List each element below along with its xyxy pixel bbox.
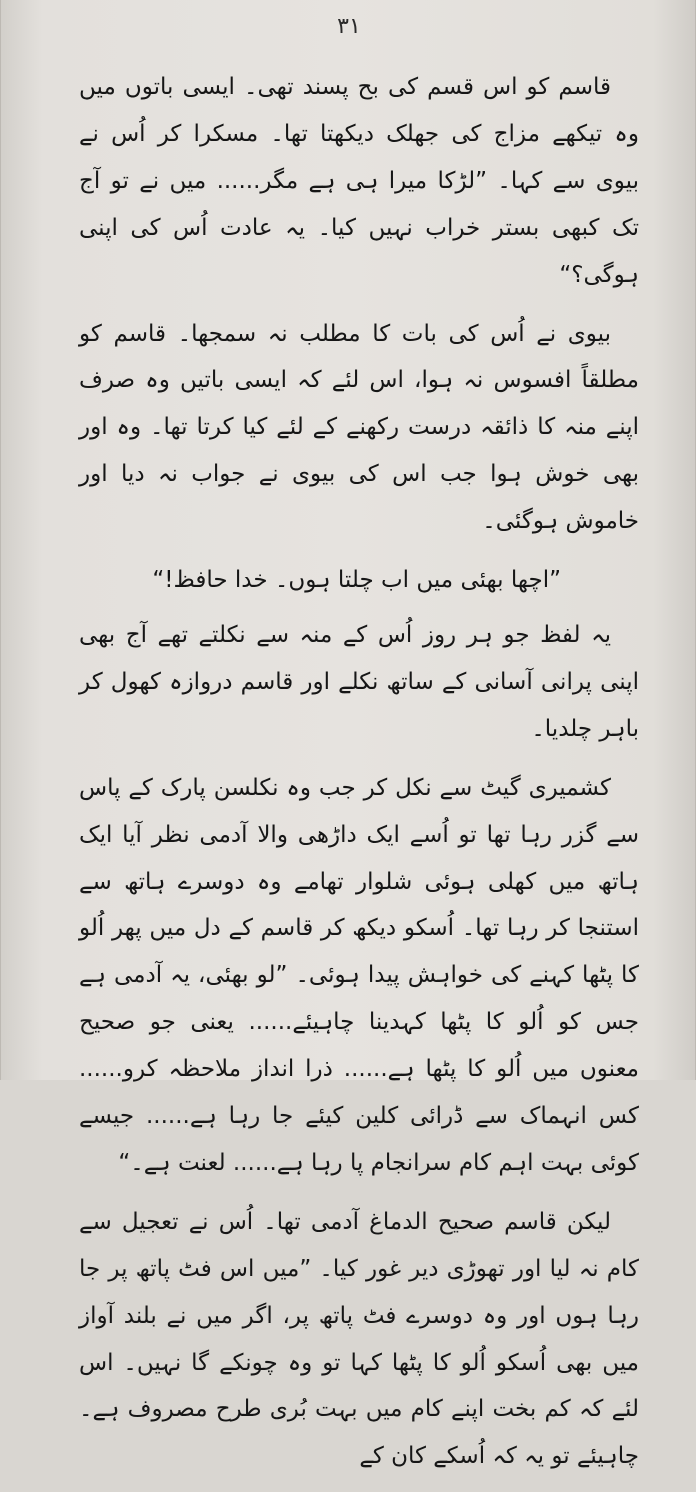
dialogue-line: ”اچھا بھئی میں اب چلتا ہوں۔ خدا حافظ!“: [152, 567, 561, 594]
paragraph: لیکن قاسم صحیح الدماغ آدمی تھا۔ اُس نے تعجیل سے کام نہ لیا اور تھوڑی دیر غور کیا۔ ”میں اس فٹ پاتھ پر جا رہا ہوں اور وہ دوسرے فٹ پاتھ پر، اگر میں نے بلند آواز میں بھی اُسکو اُلو کا پٹھا کہا تو وہ چونکے گا نہیں۔ اس لئے کہ کم بخت اپنے کام میں بہت بُری طرح مصروف ہے۔ چاہیئے تو یہ کہ اُسکے کان کے: [79, 1208, 639, 1470]
paragraph: یہ لفظ جو ہر روز اُس کے منہ سے نکلتے تھے آج بھی اپنی پرانی آسانی کے ساتھ نکلے اور قاسم دروازہ کھول کر باہر چلدیا۔: [79, 621, 639, 742]
page-number: ۳۱: [337, 14, 361, 39]
paragraph: قاسم کو اس قسم کی بح پسند تھی۔ ایسی باتوں میں وہ تیکھے مزاج کی جھلک دیکھتا تھا۔ مسکرا کر اُس نے بیوی سے کہا۔ ”لڑکا میرا ہی ہے مگر...... میں نے تو آج تک کبھی بستر خراب نہیں کیا۔ یہ عادت اُس کی اپنی ہوگی؟“: [79, 74, 639, 288]
body-text: [79, 64, 639, 1492]
paragraph: بیوی نے اُس کی بات کا مطلب نہ سمجھا۔ قاسم کو مطلقاً افسوس نہ ہوا، اس لئے کہ ایسی باتیں وہ صرف اپنے منہ کا ذائقہ درست رکھنے کے لئے کیا کرتا تھا۔ وہ اور بھی خوش ہوا جب اس کی بیوی نے جواب نہ دیا اور خاموش ہوگئی۔: [79, 320, 639, 535]
paragraph: کشمیری گیٹ سے نکل کر جب وہ نکلسن پارک کے پاس سے گزر رہا تھا تو اُسے ایک داڑھی والا آدمی نظر آیا ایک ہاتھ میں کھلی ہوئی شلوار تھامے وہ دوسرے ہاتھ سے استنجا کر رہا تھا۔ اُسکو دیکھ کر قاسم کے دل میں پھر اُلو کا پٹھا کہنے کی خواہش پیدا ہوئی۔ ”لو بھئی، یہ آدمی ہے جس کو اُلو کا پٹھا کہدینا چاہیئے...... یعنی جو صحیح معنوں میں اُلو کا پٹھا ہے...... ذرا انداز ملاحظہ کرو...... کس انہماک سے ڈرائی کلین کیئے جا رہا ہے...... جیسے کوئی بہت اہم کام سرانجام پا رہا ہے...... لعنت ہے۔“: [79, 774, 639, 1176]
